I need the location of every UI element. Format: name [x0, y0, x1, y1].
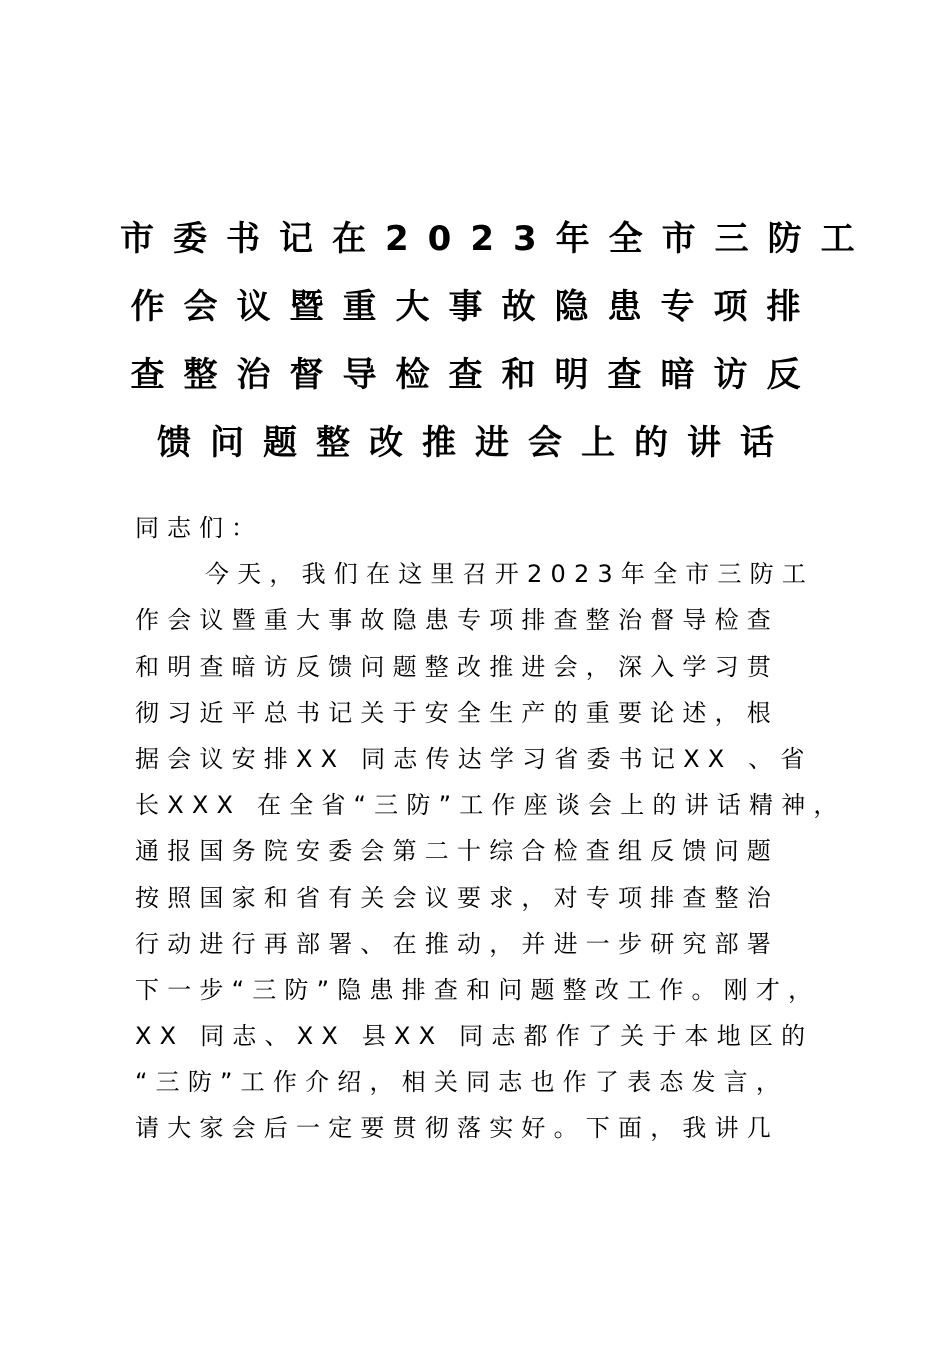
title-line: 查整治督导检查和明查暗访反	[130, 355, 820, 395]
title-line: 馈问题整改推进会上的讲话	[157, 423, 793, 463]
paragraph-line: 长XXX 在全省“三防”工作座谈会上的讲话精神，	[135, 791, 846, 820]
paragraph-line: 彻习近平总书记关于安全生产的重要论述，根	[135, 698, 779, 727]
paragraph-line: 和明查暗访反馈问题整改推进会，深入学习贯	[135, 652, 779, 681]
paragraph-line: 下一步“三防”隐患排查和问题整改工作。刚才，	[135, 975, 821, 1004]
paragraph-line: 作会议暨重大事故隐患专项排查整治督导检查	[135, 606, 779, 635]
paragraph-line: XX 同志、XX 县XX 同志都作了关于本地区的	[135, 1022, 814, 1051]
paragraph-line: 请大家会后一定要贯彻落实好。下面，我讲几	[135, 1114, 779, 1143]
paragraph-line: 今天，我们在这里召开2023年全市三防工	[205, 560, 815, 589]
paragraph-line: 按照国家和省有关会议要求，对专项排查整治	[135, 883, 779, 912]
salutation: 同志们：	[135, 514, 263, 542]
title-line: 市委书记在2023年全市三防工	[120, 219, 874, 259]
paragraph-line: 据会议安排XX 同志传达学习省委书记XX 、省	[135, 744, 813, 773]
paragraph-line: 行动进行再部署、在推动，并进一步研究部署	[135, 929, 779, 958]
paragraph-line: “三防”工作介绍，相关同志也作了表态发言，	[135, 1068, 789, 1097]
paragraph-line: 通报国务院安委会第二十综合检查组反馈问题	[135, 837, 779, 866]
document-title	[120, 212, 874, 484]
title-line: 作会议暨重大事故隐患专项排	[130, 287, 820, 327]
paragraph	[135, 554, 846, 1154]
document-body	[135, 508, 846, 1155]
